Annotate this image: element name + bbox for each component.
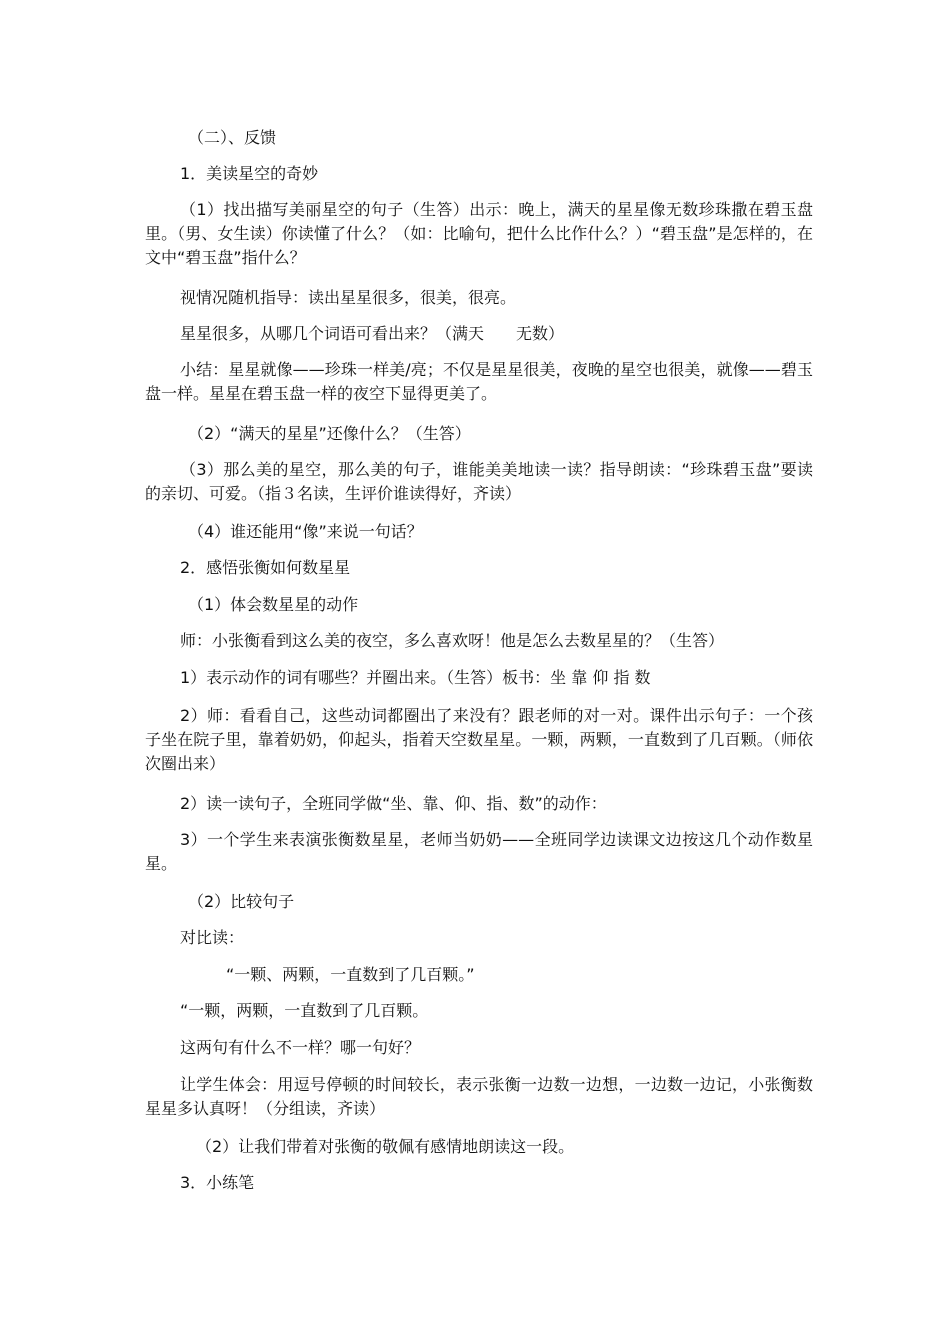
paragraph-question-4: （4）谁还能用“像”来说一句话？ (188, 522, 423, 541)
paragraph-guidance: 视情况随机指导：读出星星很多，很美，很亮。 (180, 288, 517, 307)
paragraph-sentence-b: “一颗，两颗，一直数到了几百颗。 (180, 1001, 429, 1020)
paragraph-find-sentence: （1）找出描写美丽星空的句子（生答）出示：晚上，满天的星星像无数珍珠撒在碧玉盘里。（男、女生读）你读懂了什么？（如：比喻句，把什么比作什么？）“碧玉盘”是怎样的，在文中“碧玉盘”指什么？ (145, 200, 813, 267)
paragraph-difference-question: 这两句有什么不一样？哪一句好？ (180, 1038, 421, 1057)
paragraph-words: 星星很多，从哪几个词语可看出来？（满天 无数） (180, 324, 565, 343)
paragraph-actions-heading: （1）体会数星星的动作 (188, 595, 359, 614)
paragraph-summary: 小结：星星就像——珍珠一样美/亮；不仅是星星很美，夜晚的星空也很美，就像——碧玉盘一样。星星在碧玉盘一样的夜空下显得更美了。 (145, 360, 813, 403)
subsection-heading-3: 3．小练笔 (180, 1173, 255, 1192)
subsection-heading-2: 2．感悟张衡如何数星星 (180, 558, 351, 577)
paragraph-sentence-a: “一颗、两颗，一直数到了几百颗。” (226, 965, 475, 984)
paragraph-contrast-read: 对比读： (180, 928, 245, 947)
paragraph-perform: 3）一个学生来表演张衡数星星，老师当奶奶——全班同学边读课文边按这几个动作数星星。 (145, 830, 813, 873)
paragraph-students-feel: 让学生体会：用逗号停顿的时间较长，表示张衡一边数一边想，一边数一边记，小张衡数星星多认真呀！（分组读，齐读） (145, 1075, 813, 1118)
paragraph-question-2: （2）“满天的星星”还像什么？（生答） (188, 424, 471, 443)
paragraph-emotional-reading: （2）让我们带着对张衡的敬佩有感情地朗读这一段。 (196, 1137, 575, 1156)
paragraph-compare-heading: （2）比较句子 (188, 892, 295, 911)
section-heading: （二）、反馈 (188, 128, 277, 147)
paragraph-read-actions: 2）读一读句子，全班同学做“坐、靠、仰、指、数”的动作： (180, 794, 607, 813)
paragraph-check-verbs: 2）师：看看自己，这些动词都圈出了来没有？跟老师的对一对。课件出示句子：一个孩子坐在院子里，靠着奶奶，仰起头，指着天空数星星。一颗，两颗，一直数到了几百颗。（师依次圈出来） (145, 706, 813, 773)
paragraph-teacher-question: 师：小张衡看到这么美的夜空，多么喜欢呀！他是怎么去数星星的？（生答） (180, 631, 725, 650)
subsection-heading-1: 1．美读星空的奇妙 (180, 164, 319, 183)
paragraph-action-words: 1）表示动作的词有哪些？并圈出来。（生答）板书：坐 靠 仰 指 数 (180, 668, 651, 687)
paragraph-question-3: （3）那么美的星空，那么美的句子，谁能美美地读一读？指导朗读：“珍珠碧玉盘”要读的亲切、可爱。（指３名读，生评价谁读得好，齐读） (145, 460, 813, 503)
